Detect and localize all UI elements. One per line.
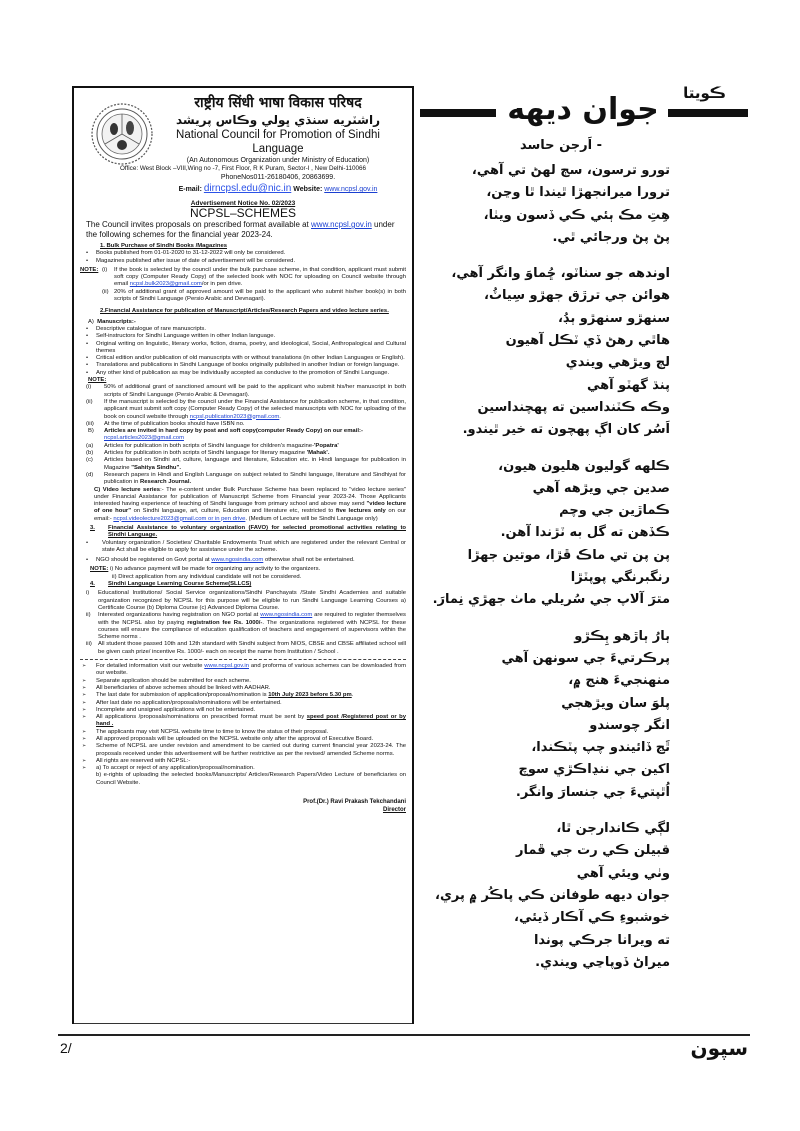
- list-item: • Critical edition and/or publication of old manuscripts with or without translations (in other Indian Languages or English).: [80, 355, 406, 362]
- phone-numbers: PhoneNos011-26180406, 20863699.: [220, 174, 336, 181]
- stanza-1: [350, 160, 670, 249]
- website-link[interactable]: www.ncpsl.gov.in: [204, 663, 249, 670]
- org-name-sindhi: راشٽريه سنڌي ڀولي وڪاس پريشد: [175, 113, 380, 127]
- sllcs-item: iii) All student those passed 10th and 12th standard with Sindhi subject from NIOS, CBSE and CBSE affiliated school will be given cash prize/ incentive Rs. 1000/- each on receipt the name from Institution / School .: [86, 641, 406, 655]
- poem-line: وٺي ويئي آهي: [576, 865, 670, 881]
- video-lecture-email-link[interactable]: ncpsl.videolecture2023@gmail.com or in pen drive: [113, 515, 246, 522]
- poem-genre-label: ڪويتا: [683, 84, 726, 102]
- poem-line: ته ويرانا جرڪي پوندا: [533, 932, 670, 948]
- list-item: • Descriptive catalogue of rare manuscripts.: [80, 326, 406, 333]
- list-item: ➢ The applicants may visit NCPSL website time to time to know the status of their proposal.: [80, 729, 406, 736]
- list-item: ➢ The last date for submission of application/proposal/nomination is 10th July 2023 before 5.30 pm.: [80, 692, 406, 699]
- list-item: ➢ Separate application should be submitted for each scheme.: [80, 678, 406, 685]
- poem-line: خوشبوءِ ڪي آڪار ڏيئي،: [514, 910, 670, 926]
- poem-line: جوان ديهه طوفانن ڪي پاڪُر ۾ پري،: [435, 887, 670, 903]
- list-item: • Magazines published after issue of date of advertisement will be considered.: [80, 258, 406, 265]
- poem-line: صدين جي ويڙهه آهي: [532, 480, 670, 496]
- article-item: (d) Research papers in Hindi and English Language on subject related to Sindhi language, literature and Sindhiyat for publication in Research Journal.: [86, 471, 406, 486]
- list-item: ➢ Scheme of NCPSL are under revision and amendment to be carried out during current financial year 2023-24. The proposals received under this advertisement will be further restrictive as per the revised/ amended Scheme norms.: [80, 743, 406, 758]
- list-item: • Self-instructors for Sindhi Language written in other Indian language.: [80, 333, 406, 340]
- schemes-title: NCPSL–SCHEMES: [189, 206, 297, 220]
- org-subtitle: (An Autonomous Organization under Ministry of Education): [186, 157, 370, 164]
- poem-line: قبيلن ڪي رت جي ڦمار: [515, 843, 670, 859]
- poem-line: ميراڻ ڏوپاڃي ويندي.: [535, 954, 670, 970]
- poem-line: سنهڙو سنهڙو ٻڊُ،: [557, 310, 670, 326]
- website-link[interactable]: www.ncpsl.gov.in: [324, 186, 378, 193]
- article-item: (a) Articles for publication in both scripts of Sindhi language for children's magazine-'Popatra': [86, 442, 339, 449]
- poem-line: ٻارُ ٻاڙهو ٻِڪڙو: [574, 628, 670, 644]
- bulk-email-link[interactable]: ncpsl.bulk2023@gmail.com: [129, 281, 202, 288]
- list-item: ➢ Incomplete and unsigned applications will not be entertained.: [80, 707, 406, 714]
- section-3-heading: 3. Financial Assistance to voluntary organization (FAVO) for selected promotional activities relating to Sindhi Language.: [90, 524, 406, 539]
- intro-paragraph: The Council invites proposals on prescribed format available at www.ncpsl.gov.in under the following schemes for the financial year 2023-24.: [86, 220, 395, 239]
- poem-column: [420, 80, 750, 1030]
- section-1-heading: 1. Bulk Purchase of Sindhi Books /Magazines: [100, 243, 228, 249]
- poem-title: جوان ديهه: [507, 92, 659, 127]
- list-item: • Voluntary organization / Societies/ Charitable Endowments Trust which are registered under the relevant Central or state Act shall be eligible to apply for assistance under the scheme.: [80, 540, 406, 555]
- note-label: NOTE:: [80, 266, 99, 273]
- stanza-2: [350, 263, 670, 441]
- poem-line: ڪڏهن ته گل به ٽڙندا آهن.: [500, 525, 670, 541]
- video-lecture-paragraph: C) Video lecture series:- The e-content under Bulk Purchase Scheme has been replaced to "video lecture series" under Financial Assistance for publication of Manuscript Scheme from Financial year 2023-24. Those Applicants interested having experience of teaching of Sindhi language from primary school and above may send "video lecture of one hour" on Sindhi language, art, culture, Education and literature etc, restricted to five lectures only on our email:- ncpsl.videolecture2023@gmail.com or in pen drive. (Medium of Lecture will be Sindhi Language only): [94, 486, 406, 522]
- notice-number: Advertisement Notice No. 02/2023: [190, 200, 296, 207]
- poem-line: ڪماڙين جي وچم: [559, 503, 670, 519]
- list-item: ➢ All approved proposals will be uploaded on the NCPSL website only after the approval of Executive Board.: [80, 736, 406, 743]
- box-bottom-rule: [74, 1023, 412, 1024]
- poem-line: ترورا ميرانجھڙا ٿيندا ٿا وڃن،: [486, 185, 670, 201]
- list-item: • Original writing on linguistic, literary works, fiction, drama, poetry, and ideological, Social, Anthropalogical and Cultural themes: [80, 341, 406, 356]
- list-item: ➢ All beneficiaries of above schemes should be linked with AADHAR.: [80, 685, 406, 692]
- signatory-designation: Director: [382, 806, 406, 813]
- publication-email-link[interactable]: ncpsl.publication2023@gmail.com: [189, 413, 280, 420]
- list-item: • Any other kind of publication as may be individually accepted as conducive to the promotion of Sindhi Language.: [80, 370, 406, 377]
- poem-line: لڳي ڪاندارجن ٿا،: [556, 821, 670, 837]
- title-rule-left: [420, 109, 496, 117]
- manuscripts-heading: A) Manuscripts:-: [88, 318, 136, 325]
- poem-line: هوائن جي ترڙق جهڙو سِياٽُ،: [484, 288, 670, 304]
- section-2-note-2: (ii) If the manuscript is selected by the council under the Financial Assistance for publication scheme, in that condition, applicant must submit soft copy (Computer Ready Copy) of the selected manuscripts with NOC for uploading of the book on council website through ncpsl.publication2023@gmail.com.: [86, 398, 406, 420]
- section-4-heading: 4. Sindhi Language Learning Course Scheme(SLLCS): [90, 581, 252, 588]
- section-2-heading: 2.Financial Assistance for publication of Manuscript/Articles/Research Papers and video lecture series.: [100, 308, 389, 315]
- poem-line: پنڌ گهٽو آهي: [587, 377, 670, 393]
- poem-line: پرڪرتيءَ جي سونهن آهي: [501, 650, 670, 666]
- poem-line: پلوَ سان ويڙهجي: [561, 695, 670, 711]
- list-item: • Books published from 01-01-2020 to 31-12-2022 will only be considered.: [80, 250, 406, 257]
- list-item: ➢ a) To accept or reject of any application/proposal/nomination. b) e-rights of uploading the selected books/Manuscripts/ Articles/Research Papers/Video Lecture of beneficiaries on Council Website.: [80, 765, 406, 787]
- ngo-portal-link[interactable]: www.ngosindia.com: [211, 557, 264, 564]
- poem-line: ٿَڃ ڏائيندو چپ پٽڪندا،: [531, 740, 670, 756]
- intro-website-link[interactable]: www.ncpsl.gov.in: [311, 220, 372, 229]
- sllcs-item: i) Educational Institutions/ Social Service organizations/Sindhi Panchayats /State Sindhi Academies and suitable organization recognized by NCPSL for this purpose will be eligible to run Sindhi Language Learning Courses a) Certificate Course (b) Diploma Course (c) Advanced Diploma Course.: [86, 590, 406, 611]
- email-label: E-mail:: [178, 186, 202, 193]
- section-2-note-1: (i) 50% of additional grant of sanctioned amount will be paid to the applicant who submit his/her manuscript in both scripts of Sindhi Language (Persio Arabic & Devnagari).: [86, 384, 406, 398]
- poem-line: انگر چوسندو: [589, 717, 670, 733]
- magazine-name: سپون: [690, 1036, 748, 1060]
- article-item: (b) Articles for publication in both scripts of Sindhi language for literary magazine 'Mahak'.: [86, 450, 330, 457]
- org-name-hindi: राष्ट्रीय सिंधी भाषा विकास परिषद: [194, 95, 362, 111]
- poem-line: وڪه ڪٽنداسين ته پهچنداسين: [477, 399, 670, 415]
- poem-line: پن پن تي ماڪ ڦڙا، موتين جهڙا: [467, 547, 670, 563]
- articles-heading: B) Articles are invited in hard copy by post and soft copy(computer Ready Copy) on our email:- ncpsl.articles2023@gmail.com: [88, 428, 363, 442]
- poem-line: رنگبرنگي پوپٽڙا: [570, 570, 670, 586]
- section-1-note-1: NOTE: (i) If the book is selected by the council under the bulk purchase scheme, in that condition, applicant must submit soft copy (Computer Ready Copy) of the selected book with NOC for uploading on Council website through email ncpsl.bulk2023@gmail.com/or in pen drive.: [80, 266, 406, 288]
- stanza-5: [350, 818, 670, 974]
- poem-line: پڻ پڻ ورجائي ٿي.: [552, 229, 670, 245]
- page-number: 2/: [60, 1040, 72, 1056]
- poem-line: اَسُر کان اڳ پهچون ته خير ٿيندو.: [462, 422, 670, 438]
- office-address: Office: West Block –VIII,Wing no -7, First Floor, R K Puram, Sector-I , New Delhi-110066: [119, 165, 366, 172]
- poem-line: اُٿپتيءَ جي جنسارَ وانگر.: [515, 784, 670, 800]
- footer-rule: [58, 1034, 750, 1036]
- poem-line: منهنجيءَ هنج ۾،: [568, 673, 670, 689]
- email-link[interactable]: dirncpsl.edu@nic.in: [203, 183, 292, 194]
- poem-author: - اَرجن حاسد: [520, 138, 602, 153]
- list-item: ➢ All applications /proposals/nominations on prescribed format must be sent by speed post /Registered post or by hand .: [80, 714, 406, 729]
- poem-line: مترَ آلاپ جي سُريلي ماٺ جهڙي نِمارَ.: [432, 592, 670, 608]
- poem-line: هاٿي رهڻ ڏي ٽڪل آهيون: [505, 333, 670, 349]
- stanza-3: [350, 456, 670, 612]
- list-item: • NGO should be registered on Govt portal at www.ngosindia.com otherwise shall not be entertained.: [80, 557, 406, 564]
- signatory-name: Prof.(Dr.) Ravi Prakash Tekchandani: [303, 799, 406, 806]
- section-1-note-2: (ii) 20% of additional grant of approved amount will be paid to the applicant who submit his/her book(s) in both scripts of Sindhi Language (Persio Arabic and Devnagari).: [102, 288, 406, 303]
- sllcs-item: ii) Interested organizations having registration on NGO portal at www.ngosindia.com are required to register themselves with the NCPSL also by paying registration fee Rs. 1000/-. The organizations registered with NCPSL for these courses will ensure the compliance of education qualification of teachers and engagement of supervisors within the Scheme norms .: [86, 612, 406, 641]
- org-name-english: National Council for Promotion of Sindhi Language: [176, 129, 380, 155]
- poem-line: لڄ ويڙهي ويندي: [565, 355, 670, 371]
- section-3-note: NOTE: i) No advance payment will be made for organizing any activity to the organizers. ii) Direct application from any individual candidate will not be considered.: [90, 566, 321, 580]
- deadline: 10th July 2023 before 5.30 pm: [268, 692, 352, 699]
- title-rule-right: [668, 109, 748, 117]
- note-label: NOTE:: [88, 377, 107, 384]
- list-item: ➢ All rights are reserved with NCPSL:-: [80, 758, 406, 765]
- list-item: • Translations and publications in Sindhi Language of books originally published in another Indian or foreign language.: [80, 362, 406, 369]
- poem-body: [350, 160, 670, 988]
- poem-line: اوندهه جو سناٽو، ڇُماوَ وانگر آهي،: [451, 266, 670, 282]
- poem-line: ڪلهه گوليون هليون هيون،: [498, 458, 670, 474]
- list-item: ➢ After last date no application/proposals/nominations will be entertained.: [80, 700, 406, 707]
- poem-line: اکين جي ننڍاڪڙي سوچ: [518, 762, 670, 778]
- articles-email-link[interactable]: ncpsl.articles2023@gmail.com: [104, 435, 184, 442]
- poem-line: تورو ترسون، سڄ لهڻ تي آهي،: [471, 163, 670, 178]
- website-label: Website:: [293, 186, 323, 193]
- list-item: ➢ For detailed information visit our website www.ncpsl.gov.in and proforma of various schemes can be downloaded from our website.: [80, 663, 406, 678]
- ngo-portal-link[interactable]: www.ngosindia.com: [260, 612, 313, 619]
- ncpsl-emblem-icon: [90, 102, 154, 166]
- article-item: (c) Articles based on Sindhi art, culture, language and literature, Education etc. in Hindi language for publication in Magazine "Sahitya Sindhu".: [86, 457, 406, 471]
- stanza-4: [350, 626, 670, 804]
- section-2-note-3: (iii) At the time of publication books should have ISBN no.: [86, 420, 245, 427]
- poem-line: هِتِ مڪ ٻئي ڪي ڏسون ويٺا،: [483, 207, 670, 223]
